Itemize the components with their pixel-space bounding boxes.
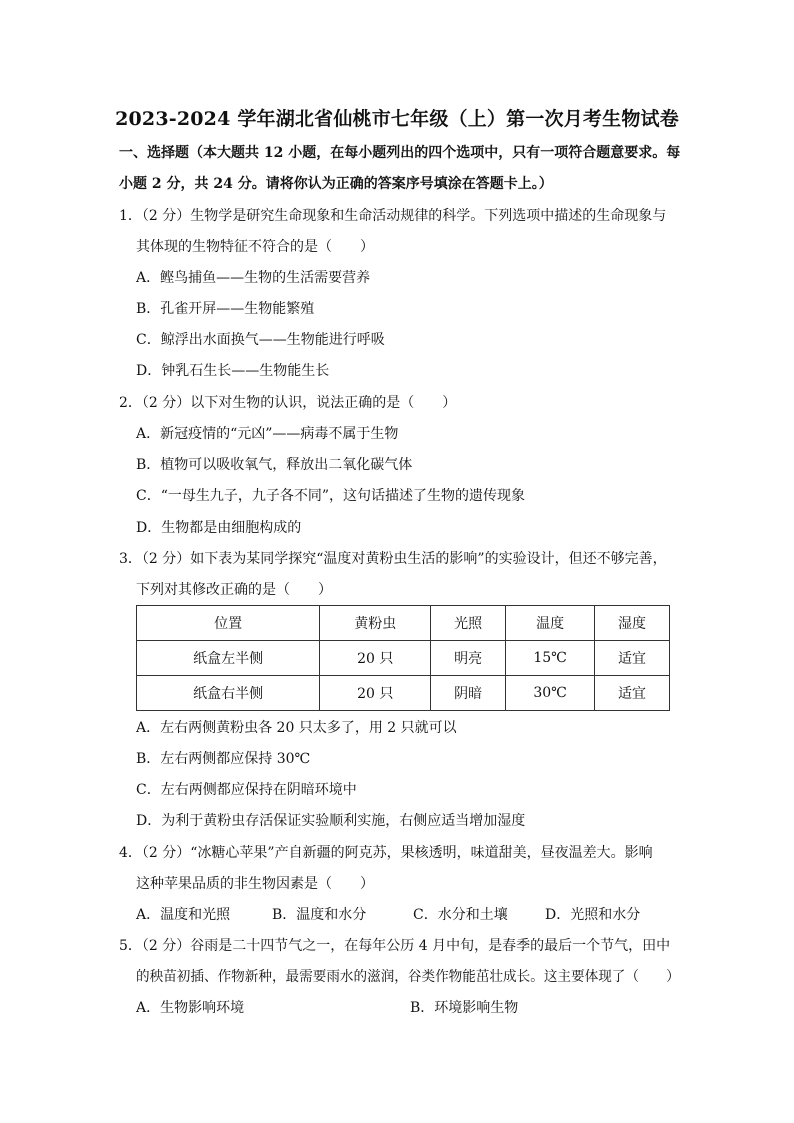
question-1-option-b: B．孔雀开屏——生物能繁殖 (136, 301, 315, 317)
table-cell: 明亮 (431, 641, 506, 676)
table-cell: 适宜 (595, 676, 670, 711)
question-1-option-d: D．钟乳石生长——生物能生长 (136, 363, 330, 379)
question-4-option-d: D．光照和水分 (545, 907, 641, 923)
page-title: 2023-2024 学年湖北省仙桃市七年级（上）第一次月考生物试卷 (115, 108, 679, 130)
question-1-option-a: A．鲣鸟捕鱼——生物的生活需要营养 (136, 270, 371, 286)
question-4-stem-line2: 这种苹果品质的非生物因素是（ ） (136, 876, 374, 892)
question-3-option-a: A．左右两侧黄粉虫各 20 只太多了，用 2 只就可以 (136, 720, 457, 736)
question-3-stem-line1: 3．（2 分）如下表为某同学探究“温度对黄粉虫生活的影响”的实验设计，但还不够完善， (119, 551, 667, 567)
experiment-table (136, 605, 670, 711)
question-4-option-b: B．温度和水分 (272, 907, 367, 923)
question-2-option-b: B．植物可以吸收氧气，释放出二氧化碳气体 (136, 457, 413, 473)
table-header-cell: 光照 (431, 606, 506, 641)
question-5-option-b: B．环境影响生物 (410, 1000, 519, 1016)
question-2-option-d: D．生物都是由细胞构成的 (136, 520, 302, 536)
table-header-cell: 黄粉虫 (320, 606, 431, 641)
table-header-cell: 位置 (137, 606, 320, 641)
question-1-option-c: C．鲸浮出水面换气——生物能进行呼吸 (136, 332, 385, 348)
question-4-option-c: C．水分和土壤 (413, 907, 508, 923)
table-cell: 15℃ (506, 641, 595, 676)
question-5-option-a: A．生物影响环境 (136, 1000, 245, 1016)
table-row (137, 676, 670, 711)
question-2-option-a: A．新冠疫情的“元凶”——病毒不属于生物 (136, 426, 399, 442)
question-2-option-c: C．“一母生九子，九子各不同”，这句话描述了生物的遗传现象 (136, 488, 526, 504)
table-header-row (137, 606, 670, 641)
section-heading-line2: 小题 2 分，共 24 分。请将你认为正确的答案序号填涂在答题卡上。） (119, 176, 553, 192)
question-1-stem-line2: 其体现的生物特征不符合的是（ ） (136, 239, 374, 255)
table-cell: 阴暗 (431, 676, 506, 711)
section-heading-line1: 一、选择题（本大题共 12 小题，在每小题列出的四个选项中，只有一项符合题意要求。每 (119, 145, 681, 161)
table-cell: 30℃ (506, 676, 595, 711)
question-3-option-b: B．左右两侧都应保持 30℃ (136, 751, 311, 767)
question-5-stem-line1: 5．（2 分）谷雨是二十四节气之一，在每年公历 4 月中旬，是春季的最后一个节气，田中 (119, 938, 671, 954)
question-4-option-a: A．温度和光照 (136, 907, 231, 923)
table-header-cell: 温度 (506, 606, 595, 641)
question-3-stem-line2: 下列对其修改正确的是（ ） (136, 582, 332, 598)
question-3-option-c: C．左右两侧都应保持在阴暗环境中 (136, 782, 357, 798)
question-5-stem-line2: 的秧苗初插、作物新种，最需要雨水的滋润，谷类作物能茁壮成长。这主要体现了（ ） (136, 969, 680, 985)
table-row (137, 641, 670, 676)
table-cell: 20 只 (320, 676, 431, 711)
table-cell: 纸盒右半侧 (137, 676, 320, 711)
table-cell: 纸盒左半侧 (137, 641, 320, 676)
question-4-stem-line1: 4．（2 分）“冰糖心苹果”产自新疆的阿克苏，果核透明，味道甜美，昼夜温差大。影响 (119, 845, 653, 861)
table-header-cell: 湿度 (595, 606, 670, 641)
table-cell: 适宜 (595, 641, 670, 676)
table-cell: 20 只 (320, 641, 431, 676)
question-1-stem-line1: 1．（2 分）生物学是研究生命现象和生命活动规律的科学。下列选项中描述的生命现象与 (119, 208, 667, 224)
question-2-stem-line1: 2．（2 分）以下对生物的认识，说法正确的是（ ） (119, 395, 457, 411)
question-3-option-d: D．为利于黄粉虫存活保证实验顺利实施，右侧应适当增加湿度 (136, 813, 526, 829)
